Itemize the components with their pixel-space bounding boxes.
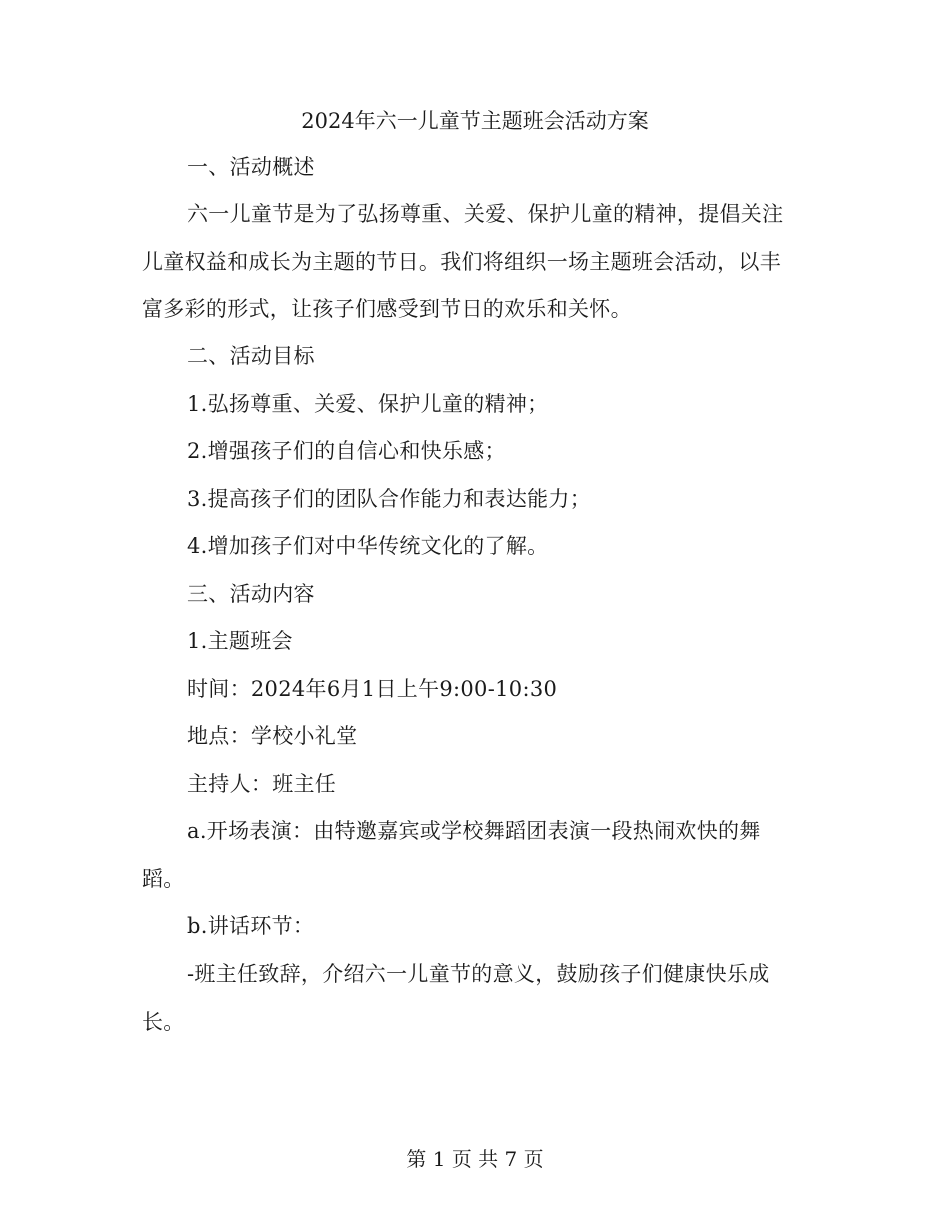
teacher-speech: -班主任致辞，介绍六一儿童节的意义，鼓励孩子们健康快乐成长。 (142, 962, 770, 1034)
goal-item-4: 4.增加孩子们对中华传统文化的了解。 (187, 534, 549, 558)
event-host: 主持人：班主任 (187, 772, 337, 796)
goal-item-3: 3.提高孩子们的团队合作能力和表达能力； (187, 487, 592, 511)
section-heading-goals: 二、活动目标 (187, 344, 315, 368)
event-location: 地点：学校小礼堂 (187, 724, 358, 748)
document-title: 2024年六一儿童节主题班会活动方案 (301, 109, 649, 133)
event-time: 时间：2024年6月1日上午9:00-10:30 (187, 677, 558, 701)
content-subheading-class-meeting: 1.主题班会 (187, 629, 293, 653)
overview-paragraph: 六一儿童节是为了弘扬尊重、关爱、保护儿童的精神，提倡关注儿童权益和成长为主题的节日。我们将组织一场主题班会活动，以丰富多彩的形式，让孩子们感受到节日的欢乐和关怀。 (142, 202, 784, 321)
opening-performance: a.开场表演：由特邀嘉宾或学校舞蹈团表演一段热闹欢快的舞蹈。 (142, 819, 761, 891)
speech-section: b.讲话环节： (187, 914, 315, 938)
section-heading-content: 三、活动内容 (187, 582, 315, 606)
goal-item-1: 1.弘扬尊重、关爱、保护儿童的精神； (187, 392, 549, 416)
section-heading-overview: 一、活动概述 (187, 155, 315, 179)
page-footer: 第 1 页 共 7 页 (406, 1147, 544, 1171)
goal-item-2: 2.增强孩子们的自信心和快乐感； (187, 439, 506, 463)
